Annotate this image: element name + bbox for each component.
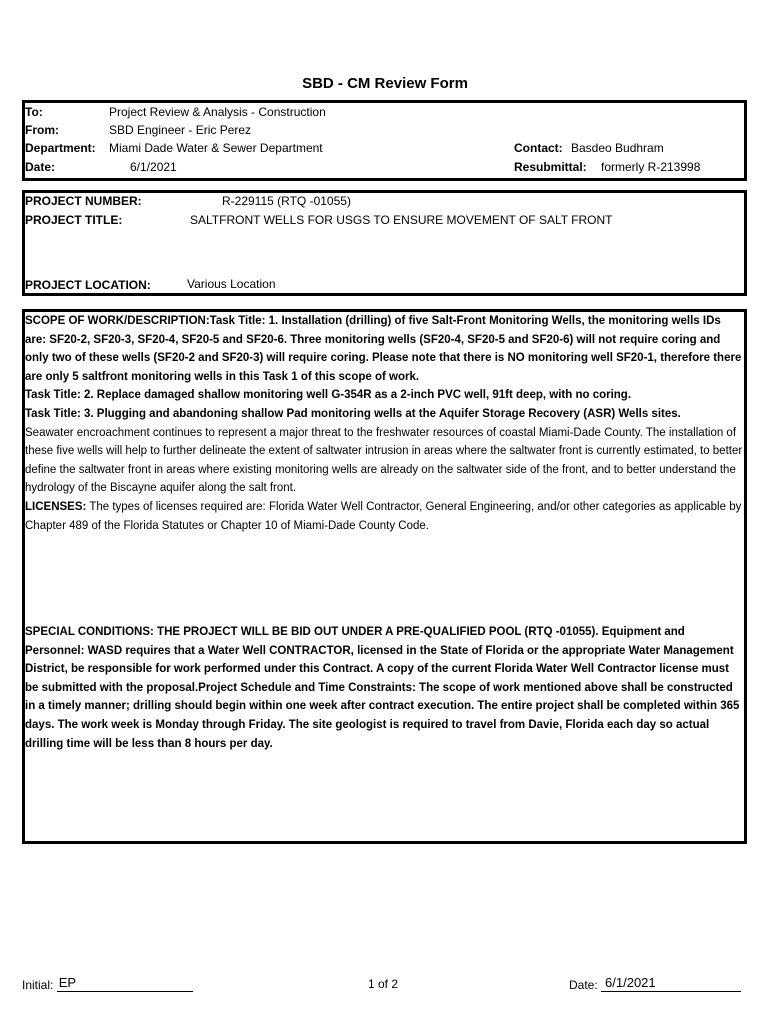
licenses-paragraph [25, 498, 745, 535]
licenses-label: LICENSES: [25, 500, 87, 513]
to-value: Project Review & Analysis - Construction [109, 105, 326, 119]
licenses-text: The types of licenses required are: Florida Water Well Contractor, General Engineering, and/or other categories as applicable by Chapter 489 of the Florida Statutes or Chapter 10 of Miami-Dade County Code. [25, 500, 742, 532]
date-label: Date: [25, 160, 56, 174]
initial-value: EP [58, 975, 77, 990]
resubmittal-value: formerly R-213998 [601, 160, 701, 174]
contact-value: Basdeo Budhram [571, 141, 664, 155]
project-title-value: SALTFRONT WELLS FOR USGS TO ENSURE MOVEMENT OF SALT FRONT [190, 213, 613, 227]
project-location-label: PROJECT LOCATION: [25, 278, 151, 292]
department-value: Miami Dade Water & Sewer Department [109, 141, 323, 155]
contact-label: Contact: [514, 141, 563, 155]
project-title-label: PROJECT TITLE: [25, 213, 123, 227]
footer-date-label: Date: [569, 978, 598, 992]
form-title: SBD - CM Review Form [302, 75, 468, 92]
scope-description: Seawater encroachment continues to represent a major threat to the freshwater resources of coastal Miami-Dade County. The installation of these five wells will help to further delineate the extent of saltwater intrusion in areas where the saltwater front is currently estimated, to better define the saltwater front in areas where existing monitoring wells are already on the saltwater side of the front, and to better understand the hydrology of the Biscayne aquifer along the salt front. [25, 426, 743, 495]
date-field [569, 977, 741, 992]
page-indicator: 1 of 2 [368, 977, 399, 991]
footer-date-value: 6/1/2021 [605, 975, 656, 990]
scope-task-2: Task Title: 2. Replace damaged shallow monitoring well G-354R as a 2-inch PVC well, 91ft deep, with no coring. [25, 389, 632, 402]
initial-label: Initial: [22, 978, 54, 992]
project-number-label: PROJECT NUMBER: [25, 194, 142, 208]
special-conditions: SPECIAL CONDITIONS: THE PROJECT WILL BE BID OUT UNDER A PRE-QUALIFIED POOL (RTQ -01055). Equipment and Personnel: WASD requires that a Water Well CONTRACTOR, licensed in the State of Florida or the appropriate Water Management District, be responsible for work performed under this Contract. A copy of the current Florida Water Well Contractor license must be submitted with the proposal.Project Schedule and Time Constraints: The scope of work mentioned above shall be constructed in a timely manner; drilling should begin within one week after contract execution. The entire project shall be completed within 365 days. The work week is Monday through Friday. The site geologist is required to travel from Davie, Florida each day so actual drilling time will be less than 8 hours per day. [25, 626, 740, 750]
resubmittal-label: Resubmittal: [514, 160, 587, 174]
date-value: 6/1/2021 [130, 160, 177, 174]
department-label: Department: [25, 141, 96, 155]
footer-date-line[interactable] [601, 977, 741, 992]
scope-of-work [25, 312, 745, 535]
initial-line[interactable] [57, 977, 193, 992]
to-label: To: [25, 105, 43, 119]
scope-task-1: SCOPE OF WORK/DESCRIPTION:Task Title: 1. Installation (drilling) of five Salt-Front Monitoring Wells, the monitoring wells IDs are: SF20-2, SF20-3, SF20-4, SF20-5 and SF20-6. Three monitoring wells (SF20-4, SF20-5 and SF20-6) will not require coring and only two of these wells (SF20-2 and SF20-3) will require coring. Please note that there is NO monitoring well SF20-1, therefore there are only 5 saltfront monitoring wells in this Task 1 of this scope of work. [25, 315, 742, 383]
project-number-value: R-229115 (RTQ -01055) [222, 194, 351, 208]
scope-task-3: Task Title: 3. Plugging and abandoning shallow Pad monitoring wells at the Aquifer Storage Recovery (ASR) Wells sites. [25, 407, 681, 420]
project-location-value: Various Location [187, 277, 276, 291]
from-label: From: [25, 123, 59, 137]
from-value: SBD Engineer - Eric Perez [109, 123, 252, 137]
initial-field [22, 977, 193, 992]
